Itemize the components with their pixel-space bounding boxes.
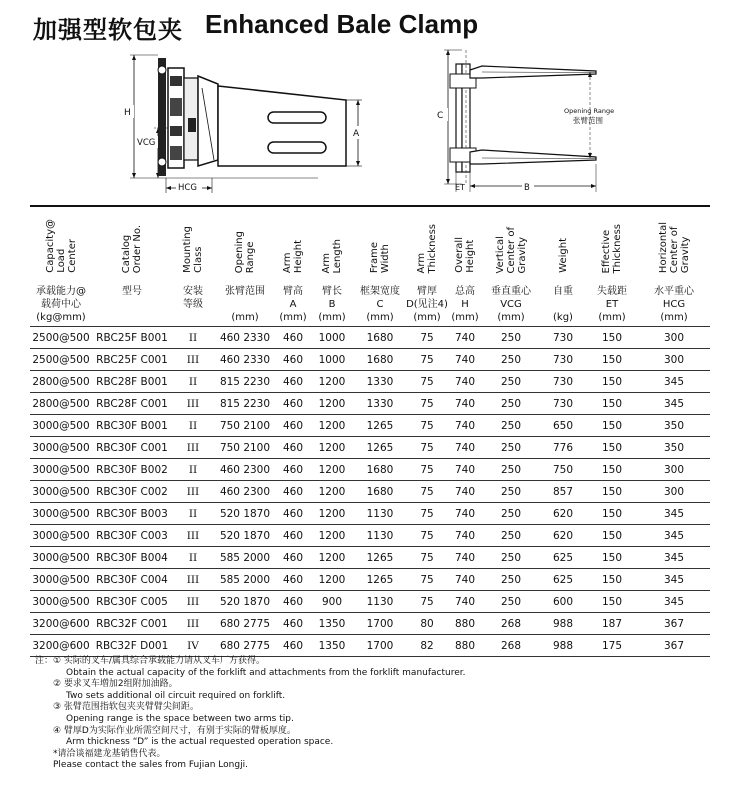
table-cell: II bbox=[172, 503, 214, 525]
table-cell: 3000@500 bbox=[30, 547, 92, 569]
table-cell: 150 bbox=[586, 393, 638, 415]
table-cell: 460 bbox=[276, 393, 310, 415]
table-cell: 730 bbox=[540, 327, 586, 349]
note-line: Opening range is the space between two arms tip. bbox=[66, 713, 294, 724]
table-cell: 345 bbox=[638, 525, 710, 547]
top-view-diagram bbox=[430, 44, 710, 194]
table-cell: 880 bbox=[448, 613, 482, 635]
table-cell: III bbox=[172, 481, 214, 503]
table-cell: 460 2330 bbox=[214, 349, 276, 371]
table-row bbox=[30, 393, 710, 415]
table-cell: 367 bbox=[638, 635, 710, 657]
table-cell: 2500@500 bbox=[30, 349, 92, 371]
table-cell: 350 bbox=[638, 437, 710, 459]
table-row bbox=[30, 371, 710, 393]
table-row bbox=[30, 569, 710, 591]
table-cell: 3000@500 bbox=[30, 569, 92, 591]
table-cell: 740 bbox=[448, 569, 482, 591]
table-cell: 1265 bbox=[354, 569, 406, 591]
dim-hcg-label: HCG bbox=[178, 183, 197, 193]
table-cell: 150 bbox=[586, 569, 638, 591]
table-cell: 2800@500 bbox=[30, 371, 92, 393]
table-cell: 1000 bbox=[310, 349, 354, 371]
table-cell: 3000@500 bbox=[30, 481, 92, 503]
table-row bbox=[30, 613, 710, 635]
table-cell: 900 bbox=[310, 591, 354, 613]
table-cell: 730 bbox=[540, 371, 586, 393]
table-cell: 460 bbox=[276, 349, 310, 371]
table-cell: II bbox=[172, 415, 214, 437]
table-cell: 1130 bbox=[354, 525, 406, 547]
table-cell: RBC28F B001 bbox=[92, 371, 172, 393]
table-cell: 815 2230 bbox=[214, 393, 276, 415]
table-cell: RBC30F B001 bbox=[92, 415, 172, 437]
table-cell: 1700 bbox=[354, 635, 406, 657]
table-cell: 460 2300 bbox=[214, 481, 276, 503]
table-cell: 75 bbox=[406, 415, 448, 437]
table-cell: 1200 bbox=[310, 503, 354, 525]
dim-b-label: B bbox=[524, 183, 530, 193]
side-view-diagram bbox=[118, 48, 368, 198]
dim-a-label: A bbox=[353, 129, 360, 139]
header-arm-height: Arm Height bbox=[282, 239, 304, 273]
header-row-cn bbox=[30, 277, 710, 327]
table-cell: 680 2775 bbox=[214, 635, 276, 657]
table-cell: 3000@500 bbox=[30, 525, 92, 547]
dim-h-label: H bbox=[124, 108, 131, 118]
header-overall-height-cn: 总高 H (mm) bbox=[451, 286, 479, 323]
table-cell: 1680 bbox=[354, 459, 406, 481]
table-cell: 3200@600 bbox=[30, 635, 92, 657]
header-arm-length: Arm Length bbox=[321, 238, 343, 273]
table-cell: 3000@500 bbox=[30, 591, 92, 613]
table-row bbox=[30, 415, 710, 437]
table-cell: 175 bbox=[586, 635, 638, 657]
table-cell: 250 bbox=[482, 349, 540, 371]
table-cell: 150 bbox=[586, 415, 638, 437]
table-cell: 150 bbox=[586, 525, 638, 547]
table-cell: 187 bbox=[586, 613, 638, 635]
table-cell: 680 2775 bbox=[214, 613, 276, 635]
table-cell: 367 bbox=[638, 613, 710, 635]
table-cell: III bbox=[172, 525, 214, 547]
note-line: ③ 张臂范围指软包夹夹臂臂尖间距。 bbox=[53, 702, 199, 713]
table-cell: 520 1870 bbox=[214, 503, 276, 525]
table-cell: 740 bbox=[448, 525, 482, 547]
header-arm-thickness: Arm Thickness bbox=[416, 223, 438, 273]
table-cell: 776 bbox=[540, 437, 586, 459]
table-cell: III bbox=[172, 591, 214, 613]
table-cell: 460 bbox=[276, 437, 310, 459]
table-cell: 3000@500 bbox=[30, 459, 92, 481]
dim-c-label: C bbox=[437, 111, 444, 121]
table-cell: 600 bbox=[540, 591, 586, 613]
note-line: ④ 臂厚D为实际作业所需空间尺寸，有别于实际的臂板厚度。 bbox=[53, 725, 296, 736]
table-cell: 730 bbox=[540, 393, 586, 415]
table-cell: 250 bbox=[482, 415, 540, 437]
header-opening-range-cn: 张臂范围 (mm) bbox=[225, 286, 265, 323]
table-cell: 750 bbox=[540, 459, 586, 481]
table-cell: 250 bbox=[482, 327, 540, 349]
table-row bbox=[30, 591, 710, 613]
opening-range-en-label: Opening Range bbox=[564, 107, 615, 115]
header-frame-width-cn: 框架宽度 C (mm) bbox=[360, 286, 400, 323]
table-cell: 1000 bbox=[310, 327, 354, 349]
table-cell: 1200 bbox=[310, 459, 354, 481]
table-cell: 268 bbox=[482, 613, 540, 635]
table-cell: 150 bbox=[586, 371, 638, 393]
table-cell: 300 bbox=[638, 327, 710, 349]
table-cell: 345 bbox=[638, 371, 710, 393]
table-row bbox=[30, 349, 710, 371]
table-cell: 150 bbox=[586, 503, 638, 525]
table-cell: 460 bbox=[276, 525, 310, 547]
table-cell: RBC32F C001 bbox=[92, 613, 172, 635]
table-cell: III bbox=[172, 613, 214, 635]
table-cell: 345 bbox=[638, 569, 710, 591]
table-cell: 1130 bbox=[354, 591, 406, 613]
table-cell: 740 bbox=[448, 503, 482, 525]
table-cell: II bbox=[172, 371, 214, 393]
table-cell: 345 bbox=[638, 547, 710, 569]
table-cell: 1680 bbox=[354, 327, 406, 349]
table-cell: 150 bbox=[586, 591, 638, 613]
table-cell: 460 bbox=[276, 569, 310, 591]
table-cell: 460 2300 bbox=[214, 459, 276, 481]
table-cell: 460 2330 bbox=[214, 327, 276, 349]
table-cell: 1200 bbox=[310, 481, 354, 503]
table-cell: 460 bbox=[276, 459, 310, 481]
table-cell: 520 1870 bbox=[214, 525, 276, 547]
table-cell: 1200 bbox=[310, 393, 354, 415]
table-cell: RBC30F B004 bbox=[92, 547, 172, 569]
table-cell: 3000@500 bbox=[30, 437, 92, 459]
table-cell: 250 bbox=[482, 459, 540, 481]
table-cell: 3200@600 bbox=[30, 613, 92, 635]
table-cell: 740 bbox=[448, 393, 482, 415]
table-cell: 815 2230 bbox=[214, 371, 276, 393]
table-cell: 2500@500 bbox=[30, 327, 92, 349]
header-frame-width: Frame Width bbox=[369, 241, 391, 273]
header-capacity: Capacity@ Load Center bbox=[44, 219, 78, 273]
table-cell: 3000@500 bbox=[30, 415, 92, 437]
table-cell: 1330 bbox=[354, 371, 406, 393]
table-row bbox=[30, 459, 710, 481]
table-cell: 1130 bbox=[354, 503, 406, 525]
table-cell: 80 bbox=[406, 613, 448, 635]
table-cell: 585 2000 bbox=[214, 547, 276, 569]
header-mounting-class: Mounting Class bbox=[182, 226, 204, 273]
table-cell: RBC30F C005 bbox=[92, 591, 172, 613]
table-cell: 857 bbox=[540, 481, 586, 503]
table-cell: 1350 bbox=[310, 635, 354, 657]
note-line: Two sets additional oil circuit required on forklift. bbox=[66, 690, 286, 701]
table-cell: 620 bbox=[540, 525, 586, 547]
table-cell: 150 bbox=[586, 349, 638, 371]
header-arm-length-cn: 臂长 B (mm) bbox=[318, 286, 346, 323]
table-cell: 300 bbox=[638, 459, 710, 481]
table-cell: 520 1870 bbox=[214, 591, 276, 613]
table-cell: II bbox=[172, 547, 214, 569]
spec-table bbox=[30, 205, 710, 657]
table-cell: RBC30F C002 bbox=[92, 481, 172, 503]
table-cell: 150 bbox=[586, 327, 638, 349]
table-cell: 750 2100 bbox=[214, 437, 276, 459]
table-cell: 75 bbox=[406, 591, 448, 613]
table-cell: 988 bbox=[540, 635, 586, 657]
table-cell: 1200 bbox=[310, 525, 354, 547]
table-cell: 1700 bbox=[354, 613, 406, 635]
table-cell: 75 bbox=[406, 327, 448, 349]
table-cell: 345 bbox=[638, 393, 710, 415]
table-cell: 300 bbox=[638, 481, 710, 503]
table-cell: 460 bbox=[276, 415, 310, 437]
table-cell: 150 bbox=[586, 437, 638, 459]
table-cell: 750 2100 bbox=[214, 415, 276, 437]
table-cell: 1680 bbox=[354, 481, 406, 503]
table-cell: 1200 bbox=[310, 547, 354, 569]
table-cell: 740 bbox=[448, 591, 482, 613]
header-mounting-class-cn: 安装 等级 bbox=[183, 286, 203, 310]
table-cell: 75 bbox=[406, 525, 448, 547]
table-cell: III bbox=[172, 569, 214, 591]
table-cell: 740 bbox=[448, 327, 482, 349]
header-vcg: Vertical Center of Gravity bbox=[494, 226, 528, 273]
header-arm-thickness-cn: 臂厚 D(见注4) (mm) bbox=[406, 286, 448, 323]
title-cn: 加强型软包夹 bbox=[33, 16, 183, 44]
table-cell: 250 bbox=[482, 503, 540, 525]
table-cell: II bbox=[172, 327, 214, 349]
header-arm-height-cn: 臂高 A (mm) bbox=[279, 286, 307, 323]
table-cell: 75 bbox=[406, 393, 448, 415]
table-cell: RBC30F C004 bbox=[92, 569, 172, 591]
table-cell: 250 bbox=[482, 481, 540, 503]
table-cell: 740 bbox=[448, 371, 482, 393]
note-line: 注：① 实际的叉车/属具综合承载能力请从叉车厂方获得。 bbox=[35, 656, 265, 666]
table-cell: 75 bbox=[406, 481, 448, 503]
table-cell: III bbox=[172, 437, 214, 459]
table-row bbox=[30, 503, 710, 525]
table-cell: 150 bbox=[586, 459, 638, 481]
table-cell: 75 bbox=[406, 547, 448, 569]
table-cell: 82 bbox=[406, 635, 448, 657]
header-row-en bbox=[30, 207, 710, 277]
table-row bbox=[30, 437, 710, 459]
table-cell: 740 bbox=[448, 459, 482, 481]
dim-vcg-label: VCG bbox=[137, 138, 156, 148]
header-catalog-cn: 型号 bbox=[122, 286, 142, 297]
table-cell: 740 bbox=[448, 481, 482, 503]
notes bbox=[35, 656, 466, 772]
opening-range-cn-label: 张臂范围 bbox=[573, 116, 603, 125]
table-cell: 1680 bbox=[354, 349, 406, 371]
table-cell: 75 bbox=[406, 569, 448, 591]
table-cell: 1350 bbox=[310, 613, 354, 635]
table-cell: 150 bbox=[586, 547, 638, 569]
table-row bbox=[30, 547, 710, 569]
table-cell: 1200 bbox=[310, 437, 354, 459]
note-line: *请洽谈福建龙基销售代表。 bbox=[53, 748, 166, 759]
table-cell: 460 bbox=[276, 591, 310, 613]
table-cell: RBC28F C001 bbox=[92, 393, 172, 415]
table-cell: 740 bbox=[448, 349, 482, 371]
table-cell: 75 bbox=[406, 459, 448, 481]
table-cell: 75 bbox=[406, 349, 448, 371]
table-cell: 75 bbox=[406, 503, 448, 525]
table-cell: 1200 bbox=[310, 415, 354, 437]
note-line: Arm thickness “D” is the actual requested operation space. bbox=[66, 737, 334, 748]
table-cell: 740 bbox=[448, 437, 482, 459]
header-opening-range: Opening Range bbox=[234, 230, 256, 273]
table-cell: 460 bbox=[276, 613, 310, 635]
header-catalog: Catalog Order No. bbox=[121, 224, 143, 273]
table-cell: 740 bbox=[448, 547, 482, 569]
table-cell: 460 bbox=[276, 635, 310, 657]
table-cell: 150 bbox=[586, 481, 638, 503]
header-weight: Weight bbox=[557, 238, 569, 273]
table-cell: 250 bbox=[482, 371, 540, 393]
table-cell: RBC30F C001 bbox=[92, 437, 172, 459]
header-effective-thickness-cn: 失载距 ET (mm) bbox=[597, 286, 627, 323]
table-row bbox=[30, 635, 710, 657]
table-cell: 250 bbox=[482, 547, 540, 569]
header-vcg-cn: 垂直重心 VCG (mm) bbox=[491, 286, 531, 323]
note-line: Obtain the actual capacity of the forklift and attachments from the forklift manufacturer. bbox=[66, 667, 466, 678]
table-cell: 300 bbox=[638, 349, 710, 371]
table-cell: RBC30F B003 bbox=[92, 503, 172, 525]
table-cell: 625 bbox=[540, 547, 586, 569]
table-cell: RBC32F D001 bbox=[92, 635, 172, 657]
title-en: Enhanced Bale Clamp bbox=[205, 9, 479, 39]
table-cell: 460 bbox=[276, 503, 310, 525]
table-cell: 250 bbox=[482, 393, 540, 415]
table-row bbox=[30, 481, 710, 503]
table-cell: 345 bbox=[638, 591, 710, 613]
table-cell: 1265 bbox=[354, 415, 406, 437]
table-cell: IV bbox=[172, 635, 214, 657]
table-cell: RBC25F B001 bbox=[92, 327, 172, 349]
table-cell: 625 bbox=[540, 569, 586, 591]
table-cell: 250 bbox=[482, 525, 540, 547]
header-weight-cn: 自重 (kg) bbox=[553, 286, 573, 323]
dim-et-label: ET bbox=[455, 183, 465, 192]
table-cell: 460 bbox=[276, 371, 310, 393]
table-cell: 585 2000 bbox=[214, 569, 276, 591]
header-capacity-cn: 承载能力@ 载荷中心 (kg@mm) bbox=[36, 286, 86, 323]
table-cell: RBC30F C003 bbox=[92, 525, 172, 547]
header-effective-thickness: Effective Thickness bbox=[601, 223, 623, 273]
table-cell: RBC25F C001 bbox=[92, 349, 172, 371]
table-row bbox=[30, 327, 710, 349]
table-cell: 350 bbox=[638, 415, 710, 437]
table-cell: 1265 bbox=[354, 547, 406, 569]
table-cell: III bbox=[172, 393, 214, 415]
table-cell: 880 bbox=[448, 635, 482, 657]
table-cell: 620 bbox=[540, 503, 586, 525]
table-cell: 460 bbox=[276, 481, 310, 503]
table-cell: 1200 bbox=[310, 371, 354, 393]
table-cell: 2800@500 bbox=[30, 393, 92, 415]
table-cell: 75 bbox=[406, 371, 448, 393]
table-cell: 460 bbox=[276, 547, 310, 569]
table-cell: II bbox=[172, 459, 214, 481]
table-cell: 268 bbox=[482, 635, 540, 657]
table-cell: 988 bbox=[540, 613, 586, 635]
table-cell: 345 bbox=[638, 503, 710, 525]
note-line: Please contact the sales from Fujian Longji. bbox=[53, 760, 248, 771]
table-cell: RBC30F B002 bbox=[92, 459, 172, 481]
table-cell: 740 bbox=[448, 415, 482, 437]
table-cell: III bbox=[172, 349, 214, 371]
table-cell: 650 bbox=[540, 415, 586, 437]
table-cell: 75 bbox=[406, 437, 448, 459]
note-line: ② 要求叉车増加2组附加油路。 bbox=[53, 679, 178, 690]
table-cell: 730 bbox=[540, 349, 586, 371]
header-hcg: Horizontal Center of Gravity bbox=[657, 221, 691, 273]
table-cell: 1200 bbox=[310, 569, 354, 591]
header-hcg-cn: 水平重心 HCG (mm) bbox=[654, 286, 694, 323]
table-cell: 1265 bbox=[354, 437, 406, 459]
table-cell: 250 bbox=[482, 569, 540, 591]
table-cell: 250 bbox=[482, 591, 540, 613]
table-cell: 460 bbox=[276, 327, 310, 349]
table-cell: 1330 bbox=[354, 393, 406, 415]
header-overall-height: Overall Height bbox=[454, 237, 476, 273]
table-cell: 3000@500 bbox=[30, 503, 92, 525]
table-cell: 250 bbox=[482, 437, 540, 459]
table-row bbox=[30, 525, 710, 547]
